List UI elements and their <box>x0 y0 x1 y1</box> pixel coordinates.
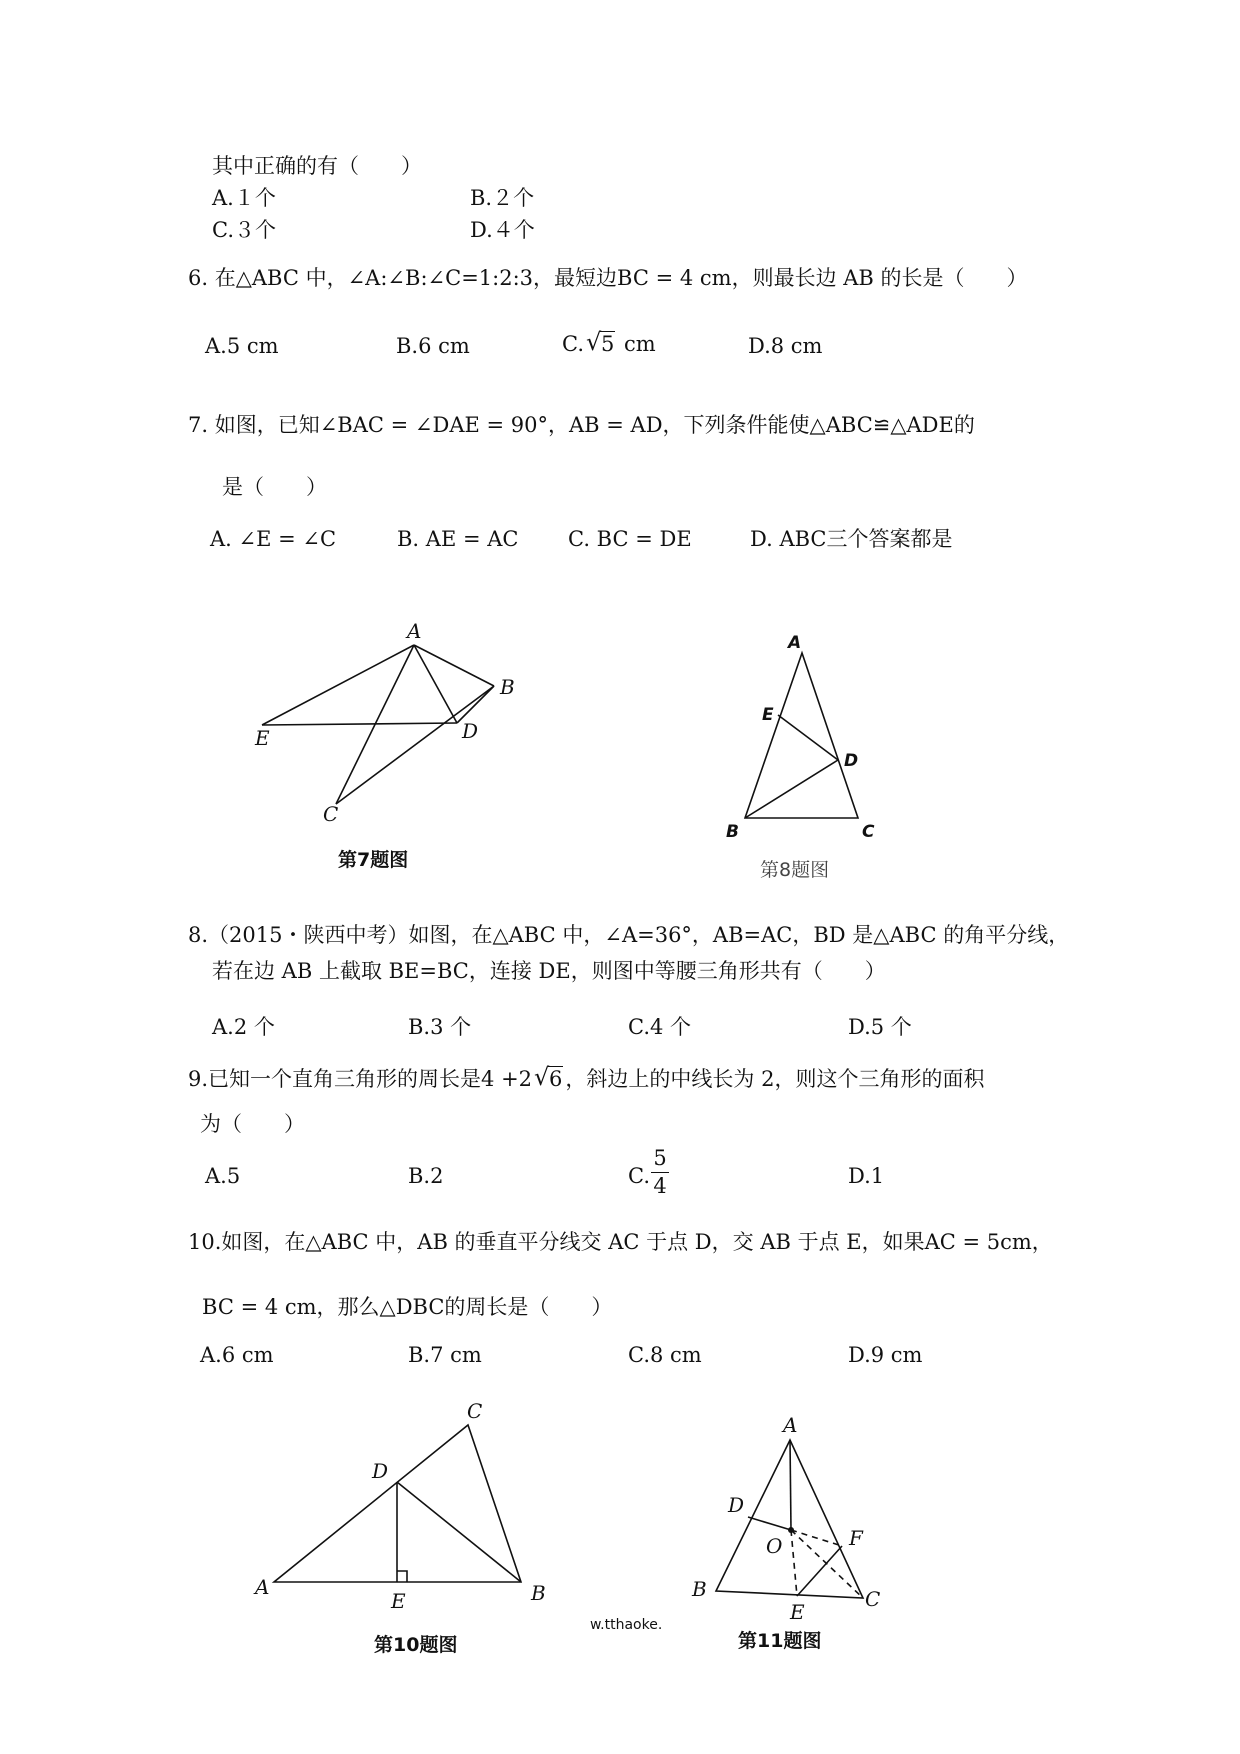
fig10-triangle-abc <box>274 1425 521 1582</box>
fig11-segment-do <box>748 1517 791 1530</box>
fig7-segment-cb <box>336 686 494 804</box>
q10-stem-line2: BC = 4 cm，那么△DBC的周长是（ ） <box>202 1295 613 1319</box>
fig11-triangle-abc <box>716 1440 863 1598</box>
fig7-label-e: E <box>255 726 270 750</box>
fig11-label-e: E <box>790 1600 805 1624</box>
fig11-dashed-oe <box>791 1530 797 1596</box>
q9-option-a: A.5 <box>205 1164 241 1188</box>
q9-fraction-denominator: 4 <box>653 1174 667 1198</box>
q5-option-a: A.１个 <box>212 186 276 210</box>
fig8-label-d: D <box>844 751 859 771</box>
fig11-label-f: F <box>849 1526 863 1550</box>
q9-option-d: D.1 <box>848 1164 885 1188</box>
fig10-label-b: B <box>531 1581 546 1605</box>
q7-stem-line2: 是（ ） <box>222 475 327 499</box>
q10-option-c: C.8 cm <box>628 1343 702 1367</box>
q9-stem-prefix: 9.已知一个直角三角形的周长是4 +2 <box>188 1067 533 1091</box>
fig11-dashed-oc <box>791 1530 863 1598</box>
fig7-label-c: C <box>323 802 339 826</box>
fig8-label-e: E <box>762 705 774 725</box>
q9-stem-suffix: ，斜边上的中线长为 2，则这个三角形的面积 <box>565 1067 985 1091</box>
fig7-segment-ed <box>262 723 457 725</box>
q6-stem: 6. 在△ABC 中，∠A:∠B:∠C=1:2:3，最短边BC = 4 cm，则最长边 AB 的长是（ ） <box>188 266 1028 290</box>
fig7-segment-ac <box>336 645 414 804</box>
q6-option-b: B.6 cm <box>396 334 470 358</box>
q9-stem <box>188 1069 984 1090</box>
fig8-triangle-abc <box>745 653 858 818</box>
fig10-caption: 第10题图 <box>374 1634 458 1656</box>
q7-option-c: C. BC = DE <box>568 527 692 551</box>
q9-option-b: B.2 <box>408 1164 444 1188</box>
fig10-segment-db <box>397 1482 521 1582</box>
q8-option-c: C.4 个 <box>628 1015 692 1039</box>
fig7-segment-bd <box>457 686 494 723</box>
q7-option-b: B. AE = AC <box>397 527 519 551</box>
q6-option-c <box>562 334 656 355</box>
fig10-label-c: C <box>467 1399 483 1423</box>
q6-option-a: A.5 cm <box>205 334 279 358</box>
fig10-label-d: D <box>372 1459 389 1483</box>
fig7-segment-ad <box>414 645 457 723</box>
q10-stem: 10.如图，在△ABC 中，AB 的垂直平分线交 AC 于点 D，交 AB 于点 E，如果AC = 5cm， <box>188 1230 1053 1254</box>
watermark-text: w.tthaoke. <box>590 1617 663 1633</box>
q8-option-d: D.5 个 <box>848 1015 912 1039</box>
fig11-segment-ao <box>790 1440 791 1530</box>
q9-stem-radical: √ 6 <box>534 1069 563 1090</box>
fig8-segment-bd <box>745 760 838 818</box>
fig11-label-a: A <box>783 1413 798 1437</box>
q7-stem: 7. 如图，已知∠BAC = ∠DAE = 90°，AB = AD，下列条件能使△ABC≌△ADE的 <box>188 413 975 437</box>
fig7-label-b: B <box>500 675 515 699</box>
fig7-caption: 第7题图 <box>338 849 409 871</box>
fig8-caption: 第8题图 <box>760 859 830 881</box>
q5-option-b: B.２个 <box>470 186 535 210</box>
q9-stem-line2: 为（ ） <box>200 1112 305 1136</box>
fig7-label-a: A <box>407 619 422 643</box>
fig11-label-d: D <box>728 1493 745 1517</box>
fig10-label-a: A <box>255 1575 270 1599</box>
q6-option-c-prefix: C. <box>562 332 584 356</box>
fig11-label-c: C <box>865 1587 881 1611</box>
fig10-label-e: E <box>391 1589 406 1613</box>
q5-stem: 其中正确的有（ ） <box>212 154 422 178</box>
fig8-label-a: A <box>788 633 802 653</box>
fig8-segment-ed <box>778 715 838 760</box>
q10-option-d: D.9 cm <box>848 1343 923 1367</box>
fig11-dashed-of <box>791 1530 842 1546</box>
q8-stem: 8.（2015・陕西中考）如图，在△ABC 中，∠A=36°，AB=AC，BD 是△ABC 的角平分线， <box>188 923 1070 947</box>
q6-option-c-radical: √ 5 <box>586 334 615 355</box>
q8-option-a: A.2 个 <box>212 1015 275 1039</box>
fig10-right-angle-mark <box>397 1571 407 1582</box>
q7-option-a: A. ∠E = ∠C <box>210 527 337 551</box>
q6-option-d: D.8 cm <box>748 334 823 358</box>
fig11-label-b: B <box>692 1577 707 1601</box>
fig7-segment-ae <box>262 645 414 725</box>
q6-option-c-unit: cm <box>617 332 656 356</box>
fig11-point-o <box>788 1527 794 1533</box>
fig7-label-d: D <box>462 719 479 743</box>
fig7-segment-ab <box>414 645 494 686</box>
fig8-label-c: C <box>862 822 875 842</box>
q9-option-c-fraction <box>651 1148 669 1197</box>
q7-option-d: D. ABC三个答案都是 <box>750 527 953 551</box>
fig8-label-b: B <box>726 822 739 842</box>
q5-option-d: D.４个 <box>470 218 535 242</box>
fig11-segment-ef <box>797 1546 842 1596</box>
q5-option-c: C.３个 <box>212 218 276 242</box>
q8-stem-line2: 若在边 AB 上截取 BE=BC，连接 DE，则图中等腰三角形共有（ ） <box>212 959 886 983</box>
fig11-caption: 第11题图 <box>738 1630 822 1652</box>
q10-option-b: B.7 cm <box>408 1343 482 1367</box>
fig11-label-o: O <box>766 1534 783 1558</box>
q10-option-a: A.6 cm <box>200 1343 274 1367</box>
q9-fraction-numerator: 5 <box>653 1146 667 1170</box>
q9-option-c-prefix: C. <box>628 1164 650 1188</box>
q8-option-b: B.3 个 <box>408 1015 472 1039</box>
